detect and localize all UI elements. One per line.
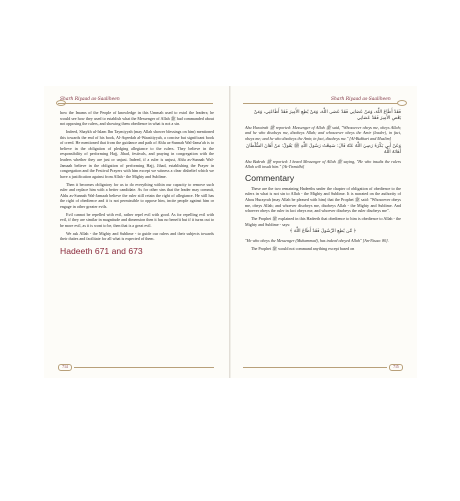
- arabic-text: فَقَدْ أَطَاعَ اللَّهَ، وَمَنْ عَصَانِي فَقَدْ عَصَى اللَّهَ، وَمَنْ يُطِعِ الأَمِيرَ فَقَدْ أَطَاعَنِي، وَمَنْ يَعْصِ الأَمِيرَ فَقَدْ عَصَانِي: [254, 110, 401, 122]
- paragraph: The Prophet ﷺ would not command anything except based on: [251, 245, 355, 251]
- right-page: [231, 86, 417, 378]
- verse-translation: "He who obeys the Messenger (Muhammad), has indeed obeyed Allah" [An-Nisaa: 80].: [245, 237, 389, 243]
- left-page: [44, 86, 230, 378]
- quran-verse: ﴿ مَّن يُطِعِ الرَّسُولَ فَقَدْ أَطَاعَ اللَّهَ ﴾: [289, 229, 357, 235]
- running-head: Sharh Riyaad as-Saaliheen: [331, 97, 391, 102]
- paragraph: how the Imams of the People of knowledge in this Ummah used to extol the leaders; he would see how they used to establish what the Messenger of Allah ﷺ had commanded about not opposing the rulers, and showing them obedience in what is not a sin.: [60, 110, 214, 127]
- header-rule: [58, 103, 213, 104]
- footer-rule: [74, 367, 214, 368]
- page-number: 714: [58, 364, 72, 371]
- paragraph: The Prophet ﷺ explained in this Hadeeth that obedience to him is obedience to Allah - the Mighty and Sublime - says:: [245, 215, 401, 227]
- running-head: Sharh Riyaad as-Saaliheen: [60, 97, 120, 102]
- paragraph: Indeed, Shaykh ul-Islam Ibn Taymiyyah (may Allah shower blessings on him) mentioned this towards the end of his book, Al-Aqeedah al-Waasitiyyah, a concise but significant book of creed. He mentioned that from the guidance and path of Ahlu as-Sunnah Wal-Jama'ah is to believe in the obligation of pledging allegiance to the rulers. They believe in the responsibility of performing Hajj, Jihad, festivals, and praying in congregation with the leaders whether they are just or unjust. Indeed, if a ruler is unjust, Ahlu as-Sunnah Wal-Jamaah believe in the obligation of performing Hajj, Jihad, establishing the Prayer in congregation and the Festival Prayers with him except we witness a clear disbelief which we have a justification against from Allah - the Mighty and Sublime.: [60, 128, 214, 179]
- commentary-heading: Commentary: [245, 172, 295, 183]
- footer-rule: [243, 367, 387, 368]
- paragraph: We ask Allah - the Mighty and Sublime - to guide our rulers and their subjects towards their duties and facilitate for all what is expected of them.: [60, 230, 214, 242]
- book-spread: [44, 86, 417, 378]
- right-content: [245, 110, 401, 253]
- paragraph: Then it becomes obligatory for us to do everything within our capacity to remove such ruler and replace him with a better candidate. As for other sins that the leader may commit, Ahlu as-Sunnah Wal-Jamaah believe the ruler still retain the right of allegiance. He still has the right of obedience and it is not permissible to oppose him, incite people against him or engage in other greater evils.: [60, 181, 214, 209]
- paragraph: Evil cannot be repelled with evil, rather repel evil with good. As for repelling evil with evil, if they are similar in magnitude and dimension then it has no benefit but if it turns out to be more evil, as it is wont to be, then that is a great evil.: [60, 211, 214, 228]
- left-content: [60, 110, 214, 259]
- arabic-text: وَعَنْ أَبِي بَكْرَةَ رَضِيَ اللَّهُ عَنْهُ قَالَ: سَمِعْتُ رَسُولَ اللَّهِ ﷺ يَقُولُ: مَنْ أَهَانَ السُّلْطَانَ أَهَانَهُ اللَّهُ: [245, 143, 401, 156]
- section-heading: Hadeeth 671 and 673: [60, 245, 143, 256]
- paragraph: These are the two remaining Hadeeths under the chapter of obligation of obedience to the rulers in what is not sin to Allah - the Mighty and Sublime. It is narrated on the authority of Abou Hurayrah (may Allah be pleased with him) that the Prophet ﷺ said: "Whosoever obeys me, obeys Allah; and whoever disobeys me, disobeys Allah - the Mighty and Sublime. And whoever obeys the ruler in fact obeys me, and whoever disobeys the ruler disobeys me".: [245, 185, 401, 214]
- header-rule: [243, 103, 403, 104]
- header-ornament: [397, 100, 407, 106]
- hadith-translation: Abu Hurairah ﷺ reported: Messenger of Allah ﷺ said, "Whosoever obeys me, obeys Allah; and he who disobeys me, disobeys Allah; and whosoever obeys the Amir (leader), in fact, obeys me; and he who disobeys the Amir, in fact, disobeys me." [Al-Bukhari and Muslim]: [245, 124, 402, 141]
- page-number: 715: [389, 364, 403, 371]
- hadith-translation: Abu Bakrah ﷺ reported: I heard Messenger of Allah ﷺ saying, "He who insults the rulers Allah will insult him." [At-Tirmidhi]: [245, 158, 401, 170]
